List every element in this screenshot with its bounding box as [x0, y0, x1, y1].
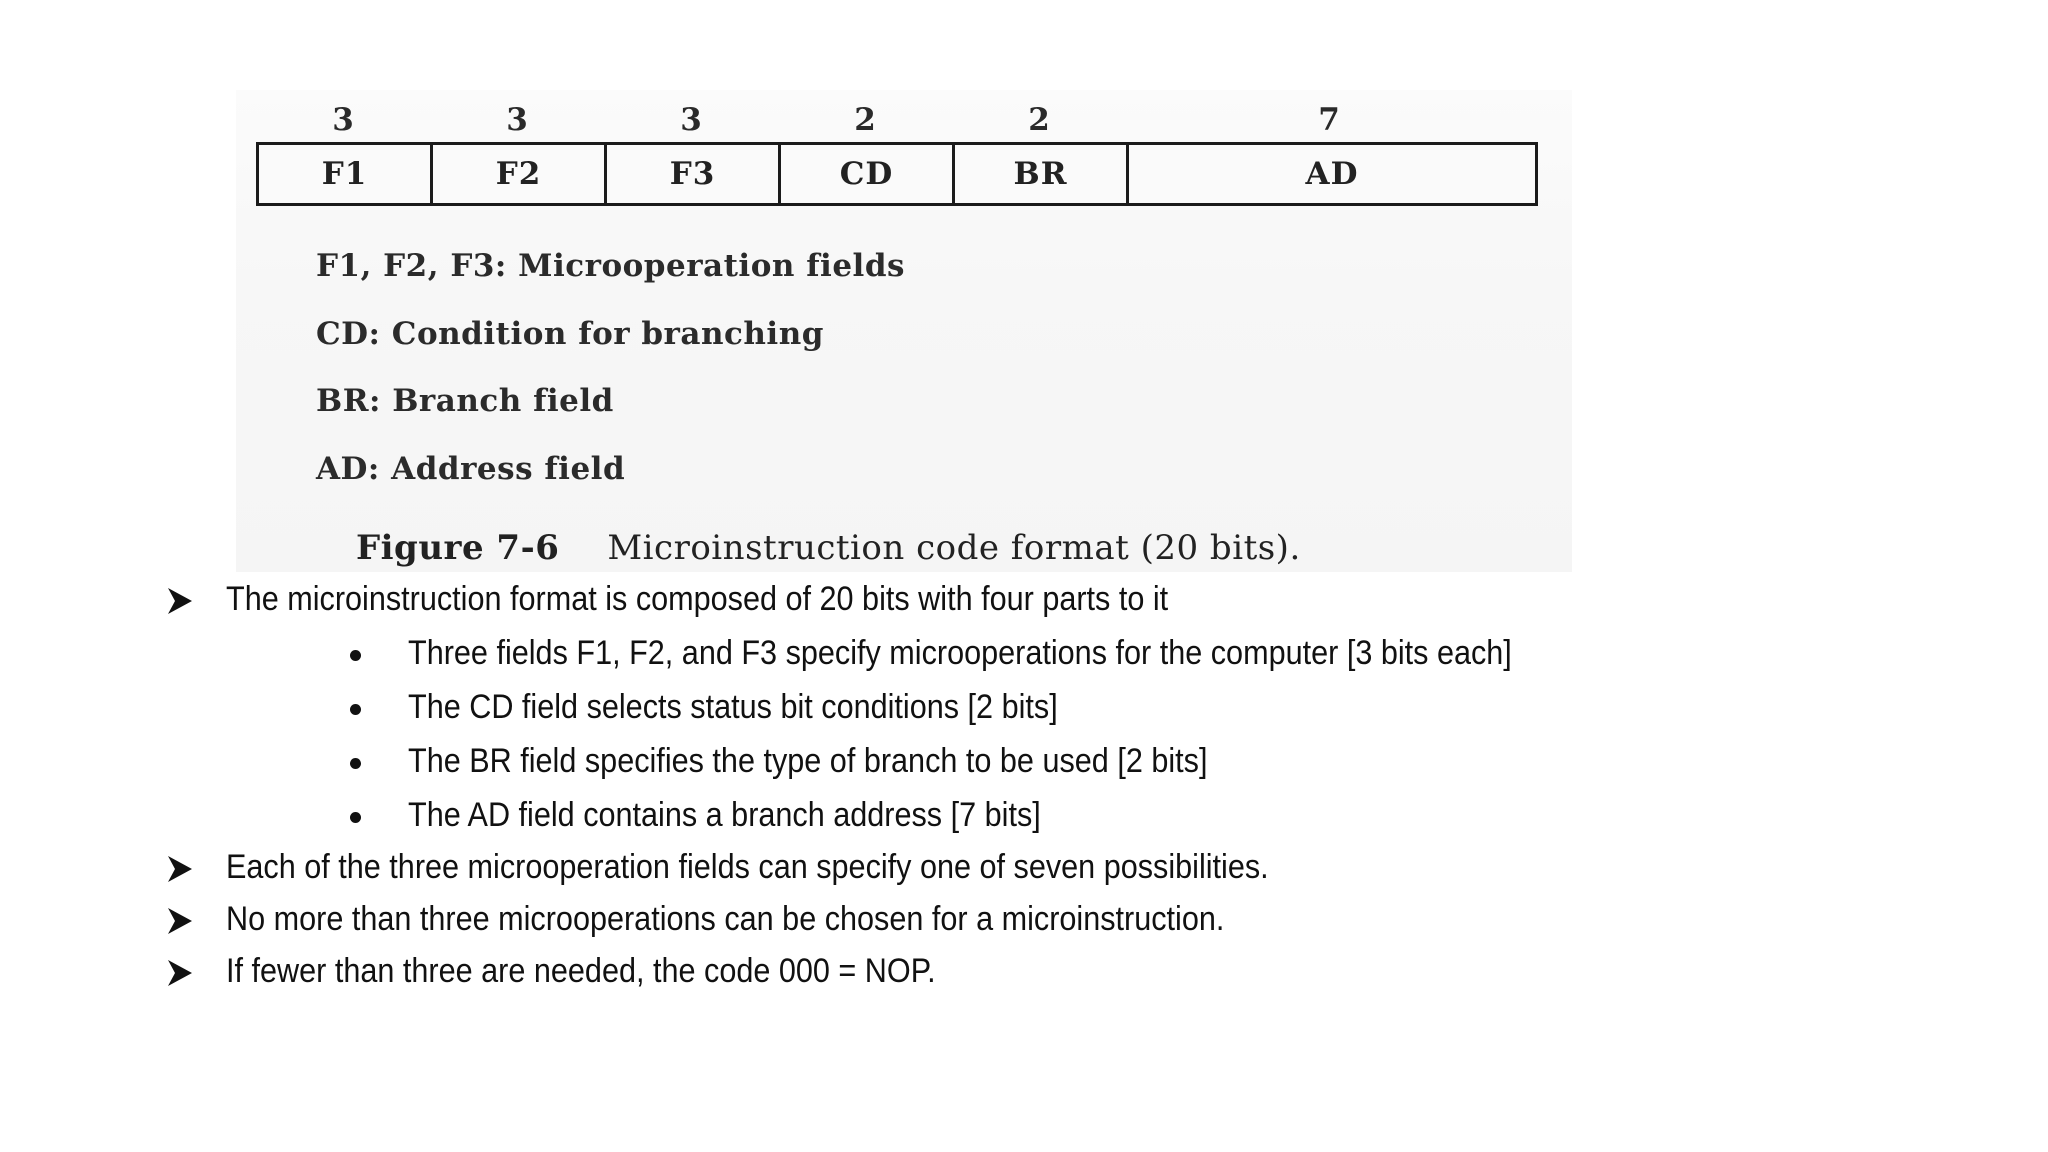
bit-width-ad: 7: [1318, 102, 1340, 138]
dot-bullet-icon: [350, 650, 361, 661]
bit-width-f2: 3: [506, 102, 528, 138]
field-f2: F2: [433, 145, 607, 203]
sub-point-fields: Three fields F1, F2, and F3 specify microoperations for the computer [3 bits each]: [408, 634, 1512, 672]
note-intro: The microinstruction format is composed of 20 bits with four parts to it: [226, 580, 1169, 618]
legend-address-field: AD: Address field: [316, 451, 626, 487]
figure-caption: [356, 528, 1301, 568]
dot-bullet-icon: [350, 704, 361, 715]
microinstruction-format-box: [256, 142, 1538, 206]
sub-point-cd: The CD field selects status bit conditions [2 bits]: [408, 688, 1058, 726]
note-seven-possibilities: Each of the three microoperation fields can specify one of seven possibilities.: [226, 848, 1269, 886]
field-br: BR: [955, 145, 1129, 203]
field-ad: AD: [1305, 156, 1359, 192]
sub-point-ad: The AD field contains a branch address [7 bits]: [408, 796, 1041, 834]
dot-bullet-icon: [350, 812, 361, 823]
legend-branch-field: BR: Branch field: [316, 383, 614, 419]
bit-width-f1: 3: [332, 102, 354, 138]
field-f1: F1: [259, 145, 433, 203]
figure-caption-text: Microinstruction code format (20 bits).: [607, 528, 1301, 568]
bit-width-br: 2: [1028, 102, 1050, 138]
bit-width-cd: 2: [854, 102, 876, 138]
sub-point-br: The BR field specifies the type of branch to be used [2 bits]: [408, 742, 1208, 780]
field-f3: F3: [607, 145, 781, 203]
legend-microoperation-fields: F1, F2, F3: Microoperation fields: [316, 248, 905, 284]
bit-width-row: [256, 102, 1532, 138]
figure-scan: [236, 90, 1572, 572]
note-three-microoperations: No more than three microoperations can be chosen for a microinstruction.: [226, 900, 1225, 938]
legend-condition-branching: CD: Condition for branching: [316, 316, 824, 352]
dot-bullet-icon: [350, 758, 361, 769]
bit-width-f3: 3: [680, 102, 702, 138]
note-nop-code: If fewer than three are needed, the code 000 = NOP.: [226, 952, 936, 990]
field-cd: CD: [781, 145, 955, 203]
figure-caption-label: Figure 7-6: [356, 528, 560, 568]
